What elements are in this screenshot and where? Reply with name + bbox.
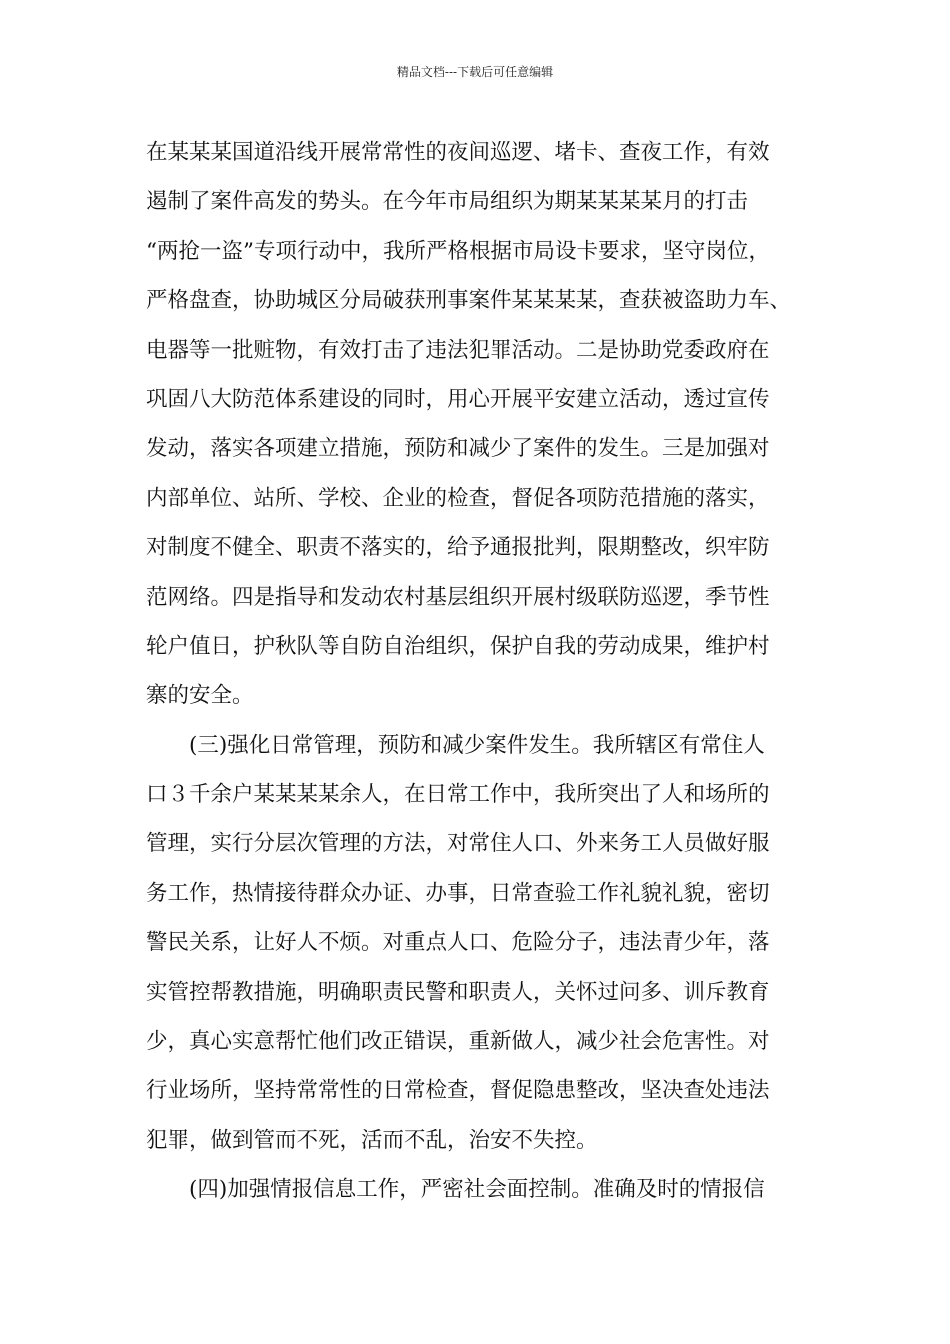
text-line: 少，真心实意帮忙他们改正错误，重新做人，减少社会危害性。对 xyxy=(146,1029,770,1055)
text-line: 电器等一批赃物，有效打击了违法犯罪活动。二是协助党委政府在 xyxy=(146,337,770,363)
text-line: 实管控帮教措施，明确职责民警和职责人，关怀过问多、训斥教育 xyxy=(146,979,770,1005)
text-line: 行业场所，坚持常常性的日常检查，督促隐患整改，坚决查处违法 xyxy=(146,1078,770,1104)
text-line: 范网络。四是指导和发动农村基层组织开展村级联防巡逻，季节性 xyxy=(146,584,770,610)
text-line: 发动，落实各项建立措施，预防和减少了案件的发生。三是加强对 xyxy=(146,436,770,462)
text-line: 在某某某国道沿线开展常常性的夜间巡逻、堵卡、查夜工作，有效 xyxy=(146,140,770,165)
text-line: 巩固八大防范体系建设的同时，用心开展平安建立活动，透过宣传 xyxy=(146,386,770,412)
document-body xyxy=(146,133,826,1220)
text-line: “两抢一盗”专项行动中，我所严格根据市局设卡要求，坚守岗位， xyxy=(146,238,770,264)
text-line: 严格盘查，协助城区分局破获刑事案件某某某某，查获被盗助力车、 xyxy=(146,288,792,314)
paragraph-start-line: (三)强化日常管理，预防和减少案件发生。我所辖区有常住人 xyxy=(189,732,765,758)
text-line: 口３千余户某某某某余人，在日常工作中，我所突出了人和场所的 xyxy=(146,782,770,808)
text-line: 犯罪，做到管而不死，活而不乱，治安不失控。 xyxy=(146,1127,598,1153)
page-header: 精品文档---下载后可任意编辑 xyxy=(396,65,554,79)
text-line: 寨的安全。 xyxy=(146,683,254,709)
paragraph-start-line: (四)加强情报信息工作，严密社会面控制。准确及时的情报信 xyxy=(189,1177,765,1203)
text-line: 务工作，热情接待群众办证、办事，日常查验工作礼貌礼貌，密切 xyxy=(146,880,770,906)
text-line: 管理，实行分层次管理的方法，对常住人口、外来务工人员做好服 xyxy=(146,831,770,857)
text-line: 遏制了案件高发的势头。在今年市局组织为期某某某某月的打击 xyxy=(146,189,749,215)
text-line: 内部单位、站所、学校、企业的检查，督促各项防范措施的落实， xyxy=(146,485,770,511)
text-line: 轮户值日，护秋队等自防自治组织，保护自我的劳动成果，维护村 xyxy=(146,633,770,659)
text-line: 对制度不健全、职责不落实的，给予通报批判，限期整改，织牢防 xyxy=(146,535,770,561)
text-line: 警民关系，让好人不烦。对重点人口、危险分子，违法青少年，落 xyxy=(146,930,770,956)
